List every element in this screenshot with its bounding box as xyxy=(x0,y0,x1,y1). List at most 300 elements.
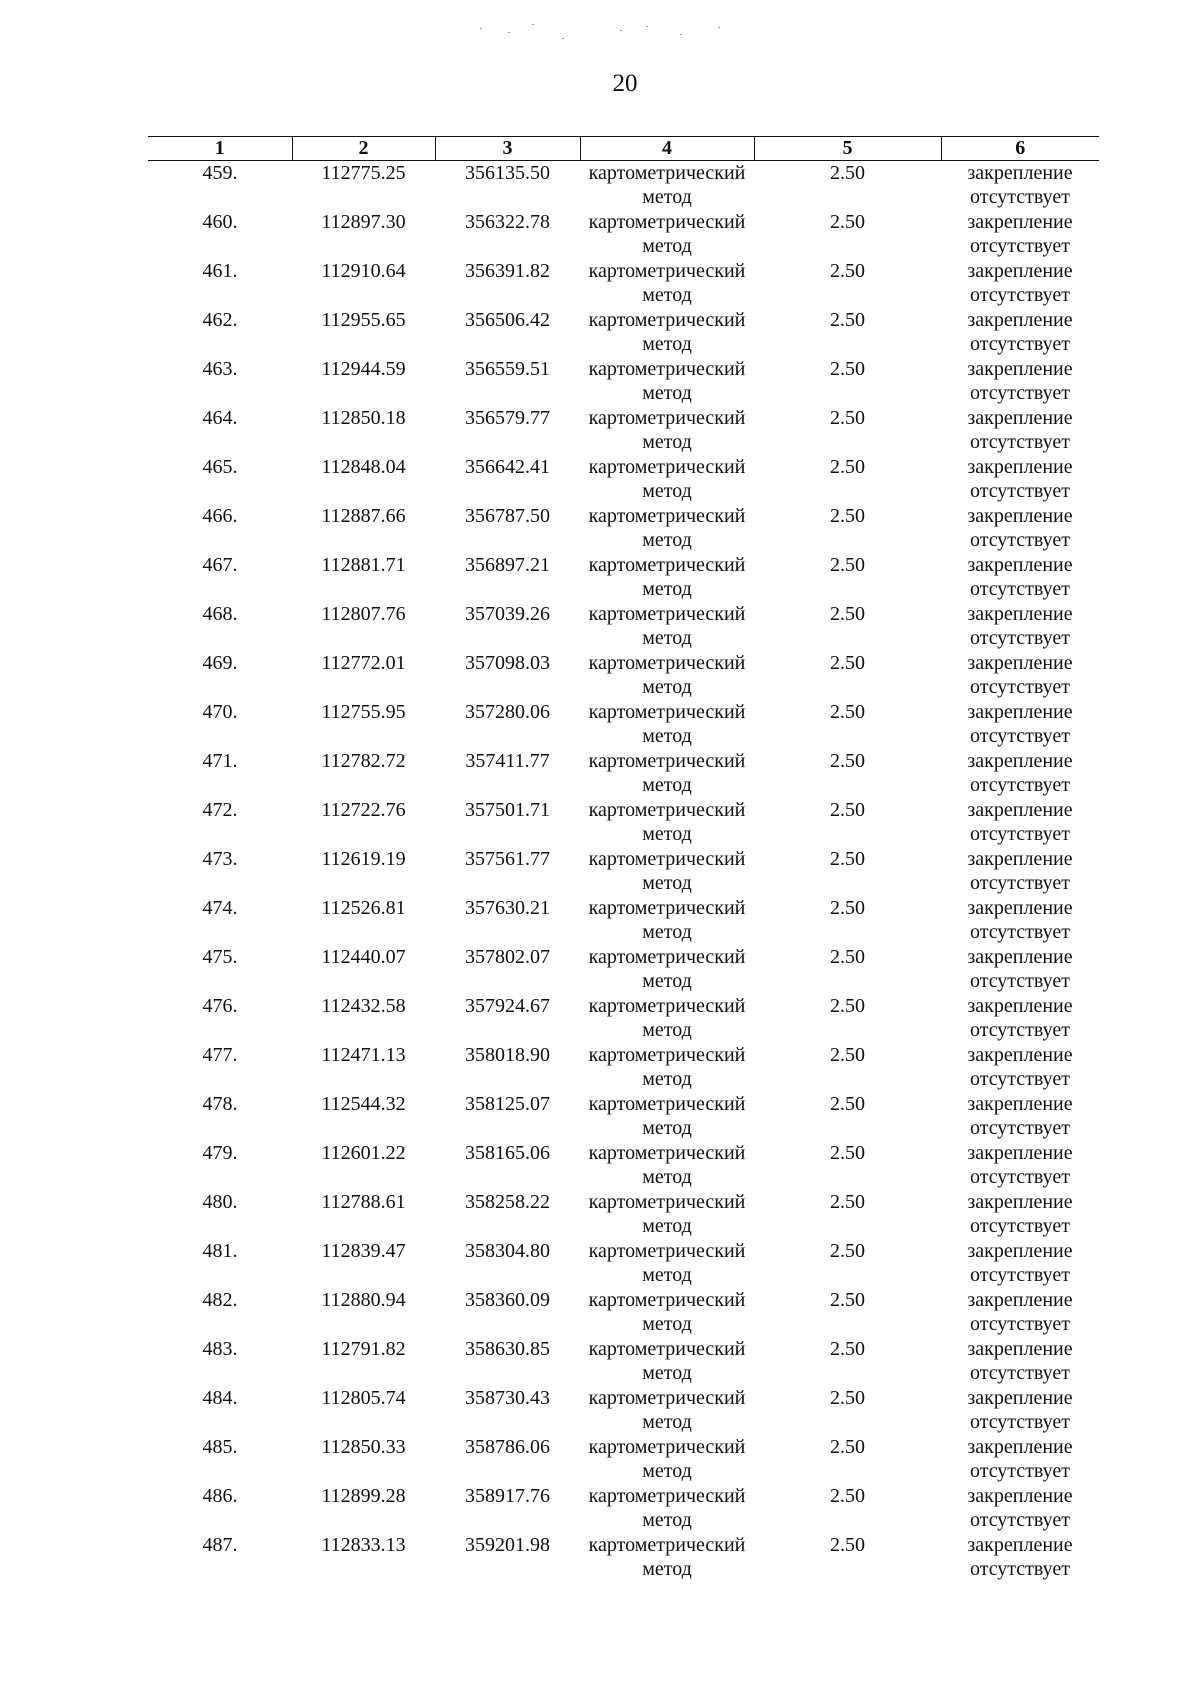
fixing-description-text: отсутствует xyxy=(969,529,1071,551)
point-number-cell xyxy=(148,749,292,798)
method-text: метод xyxy=(642,1019,692,1041)
method-text: метод xyxy=(642,1460,692,1482)
method-text: метод xyxy=(642,1411,692,1433)
fixing-description-text: отсутствует xyxy=(969,872,1071,894)
method-text: картометрический xyxy=(588,260,746,282)
method-cell xyxy=(580,504,754,553)
method-cell xyxy=(580,406,754,455)
x-coordinate-text: 112880.94 xyxy=(321,1289,406,1311)
method-text: картометрический xyxy=(588,1534,746,1556)
y-coordinate-text: 358165.06 xyxy=(465,1142,550,1164)
fixing-description-cell xyxy=(941,406,1099,455)
x-coordinate-cell xyxy=(292,455,435,504)
accuracy-text: 2.50 xyxy=(830,358,865,380)
x-coordinate-text: 112833.13 xyxy=(321,1534,406,1556)
point-number-text: 487. xyxy=(202,1534,238,1556)
point-number-text: 463. xyxy=(202,358,238,380)
method-cell xyxy=(580,749,754,798)
accuracy-cell xyxy=(754,210,941,259)
x-coordinate-text: 112955.65 xyxy=(321,309,406,331)
y-coordinate-cell xyxy=(435,259,580,308)
table-row xyxy=(148,308,1099,357)
y-coordinate-text: 356506.42 xyxy=(465,309,550,331)
y-coordinate-text: 356559.51 xyxy=(465,358,550,380)
table-row xyxy=(148,1288,1099,1337)
y-coordinate-cell xyxy=(435,504,580,553)
method-text: картометрический xyxy=(588,309,746,331)
fixing-description-cell xyxy=(941,1533,1099,1582)
y-coordinate-cell xyxy=(435,1337,580,1386)
method-cell xyxy=(580,455,754,504)
table-row xyxy=(148,1337,1099,1386)
fixing-description-text: закрепление xyxy=(967,946,1073,968)
x-coordinate-cell xyxy=(292,749,435,798)
point-number-cell xyxy=(148,847,292,896)
y-coordinate-text: 357280.06 xyxy=(465,701,550,723)
method-text: метод xyxy=(642,382,692,404)
table-row xyxy=(148,651,1099,700)
method-cell xyxy=(580,994,754,1043)
method-cell xyxy=(580,798,754,847)
accuracy-cell xyxy=(754,1288,941,1337)
accuracy-text: 2.50 xyxy=(830,456,865,478)
method-text: картометрический xyxy=(588,1044,746,1066)
method-cell xyxy=(580,161,754,211)
x-coordinate-text: 112755.95 xyxy=(321,701,406,723)
accuracy-cell xyxy=(754,455,941,504)
point-number-cell xyxy=(148,700,292,749)
x-coordinate-cell xyxy=(292,896,435,945)
fixing-description-cell xyxy=(941,847,1099,896)
method-text: метод xyxy=(642,1215,692,1237)
y-coordinate-cell xyxy=(435,798,580,847)
method-cell xyxy=(580,210,754,259)
fixing-description-cell xyxy=(941,700,1099,749)
accuracy-text: 2.50 xyxy=(830,946,865,968)
x-coordinate-text: 112619.19 xyxy=(321,848,406,870)
fixing-description-text: отсутствует xyxy=(969,970,1071,992)
point-number-text: 459. xyxy=(202,162,238,184)
method-text: метод xyxy=(642,1509,692,1531)
y-coordinate-cell xyxy=(435,357,580,406)
accuracy-text: 2.50 xyxy=(830,652,865,674)
method-text: картометрический xyxy=(588,1142,746,1164)
fixing-description-cell xyxy=(941,945,1099,994)
method-text: картометрический xyxy=(588,456,746,478)
accuracy-text: 2.50 xyxy=(830,750,865,772)
fixing-description-text: закрепление xyxy=(967,407,1073,429)
y-coordinate-text: 358730.43 xyxy=(465,1387,550,1409)
accuracy-text: 2.50 xyxy=(830,505,865,527)
fixing-description-cell xyxy=(941,896,1099,945)
x-coordinate-cell xyxy=(292,798,435,847)
scan-artifact xyxy=(470,18,760,48)
table-row xyxy=(148,749,1099,798)
point-number-text: 486. xyxy=(202,1485,238,1507)
fixing-description-text: отсутствует xyxy=(969,676,1071,698)
accuracy-cell xyxy=(754,406,941,455)
method-cell xyxy=(580,602,754,651)
accuracy-cell xyxy=(754,1484,941,1533)
method-text: картометрический xyxy=(588,848,746,870)
point-number-text: 479. xyxy=(202,1142,238,1164)
x-coordinate-text: 112850.18 xyxy=(321,407,406,429)
method-text: метод xyxy=(642,676,692,698)
fixing-description-text: отсутствует xyxy=(969,578,1071,600)
fixing-description-text: отсутствует xyxy=(969,1166,1071,1188)
method-cell xyxy=(580,553,754,602)
table-body xyxy=(148,161,1099,1583)
fixing-description-cell xyxy=(941,1337,1099,1386)
accuracy-cell xyxy=(754,504,941,553)
method-text: картометрический xyxy=(588,1436,746,1458)
x-coordinate-text: 112544.32 xyxy=(321,1093,406,1115)
method-cell xyxy=(580,1190,754,1239)
x-coordinate-cell xyxy=(292,994,435,1043)
method-text: картометрический xyxy=(588,750,746,772)
x-coordinate-text: 112772.01 xyxy=(321,652,406,674)
fixing-description-text: закрепление xyxy=(967,309,1073,331)
accuracy-text: 2.50 xyxy=(830,1436,865,1458)
method-text: картометрический xyxy=(588,1338,746,1360)
method-cell xyxy=(580,700,754,749)
table-row xyxy=(148,700,1099,749)
table-row xyxy=(148,1435,1099,1484)
x-coordinate-text: 112791.82 xyxy=(321,1338,406,1360)
fixing-description-text: отсутствует xyxy=(969,1068,1071,1090)
fixing-description-text: отсутствует xyxy=(969,1117,1071,1139)
y-coordinate-text: 357630.21 xyxy=(465,897,550,919)
accuracy-cell xyxy=(754,1386,941,1435)
y-coordinate-cell xyxy=(435,210,580,259)
y-coordinate-text: 358125.07 xyxy=(465,1093,550,1115)
y-coordinate-text: 356322.78 xyxy=(465,211,550,233)
fixing-description-text: отсутствует xyxy=(969,1411,1071,1433)
accuracy-text: 2.50 xyxy=(830,603,865,625)
fixing-description-text: закрепление xyxy=(967,162,1073,184)
accuracy-text: 2.50 xyxy=(830,211,865,233)
fixing-description-text: закрепление xyxy=(967,750,1073,772)
fixing-description-text: закрепление xyxy=(967,505,1073,527)
accuracy-text: 2.50 xyxy=(830,897,865,919)
fixing-description-text: отсутствует xyxy=(969,774,1071,796)
method-text: картометрический xyxy=(588,946,746,968)
accuracy-text: 2.50 xyxy=(830,1044,865,1066)
table-row xyxy=(148,945,1099,994)
table-row xyxy=(148,1190,1099,1239)
y-coordinate-text: 357924.67 xyxy=(465,995,550,1017)
fixing-description-cell xyxy=(941,651,1099,700)
x-coordinate-text: 112782.72 xyxy=(321,750,406,772)
y-coordinate-text: 358304.80 xyxy=(465,1240,550,1262)
point-number-cell xyxy=(148,259,292,308)
x-coordinate-text: 112881.71 xyxy=(321,554,406,576)
point-number-cell xyxy=(148,1288,292,1337)
fixing-description-cell xyxy=(941,1484,1099,1533)
point-number-cell xyxy=(148,602,292,651)
fixing-description-text: отсутствует xyxy=(969,921,1071,943)
coordinates-table xyxy=(148,136,1099,1582)
fixing-description-cell xyxy=(941,1435,1099,1484)
fixing-description-cell xyxy=(941,455,1099,504)
x-coordinate-cell xyxy=(292,161,435,211)
point-number-text: 470. xyxy=(202,701,238,723)
accuracy-text: 2.50 xyxy=(830,701,865,723)
fixing-description-text: закрепление xyxy=(967,652,1073,674)
fixing-description-text: закрепление xyxy=(967,1093,1073,1115)
method-text: картометрический xyxy=(588,603,746,625)
method-cell xyxy=(580,1288,754,1337)
x-coordinate-text: 112471.13 xyxy=(321,1044,406,1066)
y-coordinate-text: 356787.50 xyxy=(465,505,550,527)
x-coordinate-text: 112788.61 xyxy=(321,1191,406,1213)
point-number-text: 460. xyxy=(202,211,238,233)
table-row xyxy=(148,210,1099,259)
accuracy-cell xyxy=(754,308,941,357)
x-coordinate-cell xyxy=(292,1484,435,1533)
point-number-cell xyxy=(148,1533,292,1582)
method-text: картометрический xyxy=(588,995,746,1017)
accuracy-text: 2.50 xyxy=(830,1338,865,1360)
method-cell xyxy=(580,308,754,357)
point-number-text: 484. xyxy=(202,1387,238,1409)
y-coordinate-cell xyxy=(435,651,580,700)
y-coordinate-cell xyxy=(435,994,580,1043)
point-number-cell xyxy=(148,1092,292,1141)
x-coordinate-text: 112899.28 xyxy=(321,1485,406,1507)
y-coordinate-text: 357098.03 xyxy=(465,652,550,674)
method-text: метод xyxy=(642,186,692,208)
point-number-cell xyxy=(148,1141,292,1190)
point-number-cell xyxy=(148,210,292,259)
method-text: метод xyxy=(642,284,692,306)
fixing-description-text: отсутствует xyxy=(969,235,1071,257)
x-coordinate-text: 112887.66 xyxy=(321,505,406,527)
point-number-text: 472. xyxy=(202,799,238,821)
accuracy-cell xyxy=(754,700,941,749)
fixing-description-cell xyxy=(941,1043,1099,1092)
method-text: метод xyxy=(642,480,692,502)
table-row xyxy=(148,798,1099,847)
method-cell xyxy=(580,1337,754,1386)
point-number-cell xyxy=(148,945,292,994)
point-number-text: 483. xyxy=(202,1338,238,1360)
y-coordinate-cell xyxy=(435,553,580,602)
y-coordinate-text: 357802.07 xyxy=(465,946,550,968)
point-number-text: 481. xyxy=(202,1240,238,1262)
table-row xyxy=(148,357,1099,406)
point-number-cell xyxy=(148,553,292,602)
table-row xyxy=(148,1239,1099,1288)
table-row xyxy=(148,259,1099,308)
fixing-description-cell xyxy=(941,357,1099,406)
fixing-description-text: закрепление xyxy=(967,701,1073,723)
accuracy-text: 2.50 xyxy=(830,1240,865,1262)
fixing-description-text: отсутствует xyxy=(969,627,1071,649)
method-text: картометрический xyxy=(588,1387,746,1409)
table-row xyxy=(148,1141,1099,1190)
x-coordinate-cell xyxy=(292,1043,435,1092)
point-number-cell xyxy=(148,896,292,945)
table-row xyxy=(148,602,1099,651)
fixing-description-cell xyxy=(941,553,1099,602)
method-text: метод xyxy=(642,1117,692,1139)
y-coordinate-cell xyxy=(435,1386,580,1435)
x-coordinate-cell xyxy=(292,1190,435,1239)
fixing-description-text: отсутствует xyxy=(969,1215,1071,1237)
column-header: 6 xyxy=(941,137,1099,161)
x-coordinate-text: 112944.59 xyxy=(321,358,406,380)
fixing-description-text: закрепление xyxy=(967,1142,1073,1164)
y-coordinate-text: 356642.41 xyxy=(465,456,550,478)
column-header: 4 xyxy=(580,137,754,161)
method-text: метод xyxy=(642,872,692,894)
accuracy-cell xyxy=(754,1190,941,1239)
y-coordinate-cell xyxy=(435,1190,580,1239)
accuracy-text: 2.50 xyxy=(830,1534,865,1556)
method-text: картометрический xyxy=(588,799,746,821)
x-coordinate-text: 112839.47 xyxy=(321,1240,406,1262)
accuracy-text: 2.50 xyxy=(830,1387,865,1409)
point-number-text: 485. xyxy=(202,1436,238,1458)
method-cell xyxy=(580,1043,754,1092)
y-coordinate-text: 358630.85 xyxy=(465,1338,550,1360)
y-coordinate-text: 359201.98 xyxy=(465,1534,550,1556)
y-coordinate-text: 358786.06 xyxy=(465,1436,550,1458)
point-number-text: 473. xyxy=(202,848,238,870)
method-text: метод xyxy=(642,578,692,600)
table-row xyxy=(148,1092,1099,1141)
accuracy-text: 2.50 xyxy=(830,1191,865,1213)
method-text: метод xyxy=(642,823,692,845)
point-number-text: 477. xyxy=(202,1044,238,1066)
table-row xyxy=(148,504,1099,553)
table-row xyxy=(148,1533,1099,1582)
method-text: картометрический xyxy=(588,358,746,380)
fixing-description-text: закрепление xyxy=(967,1534,1073,1556)
column-header: 2 xyxy=(292,137,435,161)
fixing-description-cell xyxy=(941,161,1099,211)
method-text: картометрический xyxy=(588,1093,746,1115)
method-text: метод xyxy=(642,529,692,551)
accuracy-cell xyxy=(754,896,941,945)
y-coordinate-cell xyxy=(435,896,580,945)
fixing-description-text: закрепление xyxy=(967,799,1073,821)
fixing-description-cell xyxy=(941,1386,1099,1435)
y-coordinate-cell xyxy=(435,161,580,211)
method-text: метод xyxy=(642,970,692,992)
table-row xyxy=(148,161,1099,211)
method-text: метод xyxy=(642,431,692,453)
point-number-cell xyxy=(148,1043,292,1092)
fixing-description-text: закрепление xyxy=(967,1436,1073,1458)
accuracy-cell xyxy=(754,1043,941,1092)
accuracy-text: 2.50 xyxy=(830,1142,865,1164)
point-number-text: 462. xyxy=(202,309,238,331)
x-coordinate-cell xyxy=(292,1386,435,1435)
accuracy-text: 2.50 xyxy=(830,995,865,1017)
y-coordinate-text: 358018.90 xyxy=(465,1044,550,1066)
point-number-cell xyxy=(148,1190,292,1239)
column-header: 3 xyxy=(435,137,580,161)
method-text: картометрический xyxy=(588,652,746,674)
method-text: картометрический xyxy=(588,1289,746,1311)
method-text: картометрический xyxy=(588,407,746,429)
point-number-text: 466. xyxy=(202,505,238,527)
table-row xyxy=(148,406,1099,455)
method-text: метод xyxy=(642,1313,692,1335)
y-coordinate-cell xyxy=(435,1288,580,1337)
accuracy-text: 2.50 xyxy=(830,162,865,184)
fixing-description-text: закрепление xyxy=(967,1387,1073,1409)
fixing-description-text: закрепление xyxy=(967,1338,1073,1360)
fixing-description-cell xyxy=(941,210,1099,259)
y-coordinate-cell xyxy=(435,1484,580,1533)
method-text: метод xyxy=(642,725,692,747)
fixing-description-text: отсутствует xyxy=(969,333,1071,355)
method-text: картометрический xyxy=(588,1485,746,1507)
fixing-description-text: отсутствует xyxy=(969,431,1071,453)
accuracy-text: 2.50 xyxy=(830,260,865,282)
fixing-description-text: закрепление xyxy=(967,1289,1073,1311)
fixing-description-text: закрепление xyxy=(967,897,1073,919)
point-number-text: 471. xyxy=(202,750,238,772)
x-coordinate-cell xyxy=(292,1533,435,1582)
point-number-cell xyxy=(148,798,292,847)
x-coordinate-cell xyxy=(292,602,435,651)
point-number-cell xyxy=(148,308,292,357)
fixing-description-text: отсутствует xyxy=(969,1509,1071,1531)
method-cell xyxy=(580,945,754,994)
method-cell xyxy=(580,357,754,406)
point-number-text: 468. xyxy=(202,603,238,625)
fixing-description-text: отсутствует xyxy=(969,284,1071,306)
x-coordinate-cell xyxy=(292,700,435,749)
point-number-text: 480. xyxy=(202,1191,238,1213)
point-number-text: 482. xyxy=(202,1289,238,1311)
point-number-cell xyxy=(148,406,292,455)
fixing-description-text: отсутствует xyxy=(969,1313,1071,1335)
method-text: картометрический xyxy=(588,505,746,527)
fixing-description-text: закрепление xyxy=(967,456,1073,478)
fixing-description-text: закрепление xyxy=(967,603,1073,625)
y-coordinate-cell xyxy=(435,1092,580,1141)
accuracy-cell xyxy=(754,1435,941,1484)
y-coordinate-text: 357501.71 xyxy=(465,799,550,821)
x-coordinate-cell xyxy=(292,357,435,406)
x-coordinate-cell xyxy=(292,651,435,700)
fixing-description-text: закрепление xyxy=(967,848,1073,870)
y-coordinate-cell xyxy=(435,1435,580,1484)
point-number-text: 475. xyxy=(202,946,238,968)
y-coordinate-cell xyxy=(435,700,580,749)
method-cell xyxy=(580,896,754,945)
table-row xyxy=(148,455,1099,504)
accuracy-text: 2.50 xyxy=(830,848,865,870)
accuracy-text: 2.50 xyxy=(830,407,865,429)
point-number-text: 474. xyxy=(202,897,238,919)
x-coordinate-text: 112848.04 xyxy=(321,456,406,478)
point-number-cell xyxy=(148,161,292,211)
x-coordinate-text: 112807.76 xyxy=(321,603,406,625)
x-coordinate-cell xyxy=(292,1141,435,1190)
table-row xyxy=(148,1386,1099,1435)
y-coordinate-cell xyxy=(435,945,580,994)
accuracy-cell xyxy=(754,798,941,847)
method-text: картометрический xyxy=(588,162,746,184)
method-text: картометрический xyxy=(588,701,746,723)
method-text: метод xyxy=(642,1264,692,1286)
